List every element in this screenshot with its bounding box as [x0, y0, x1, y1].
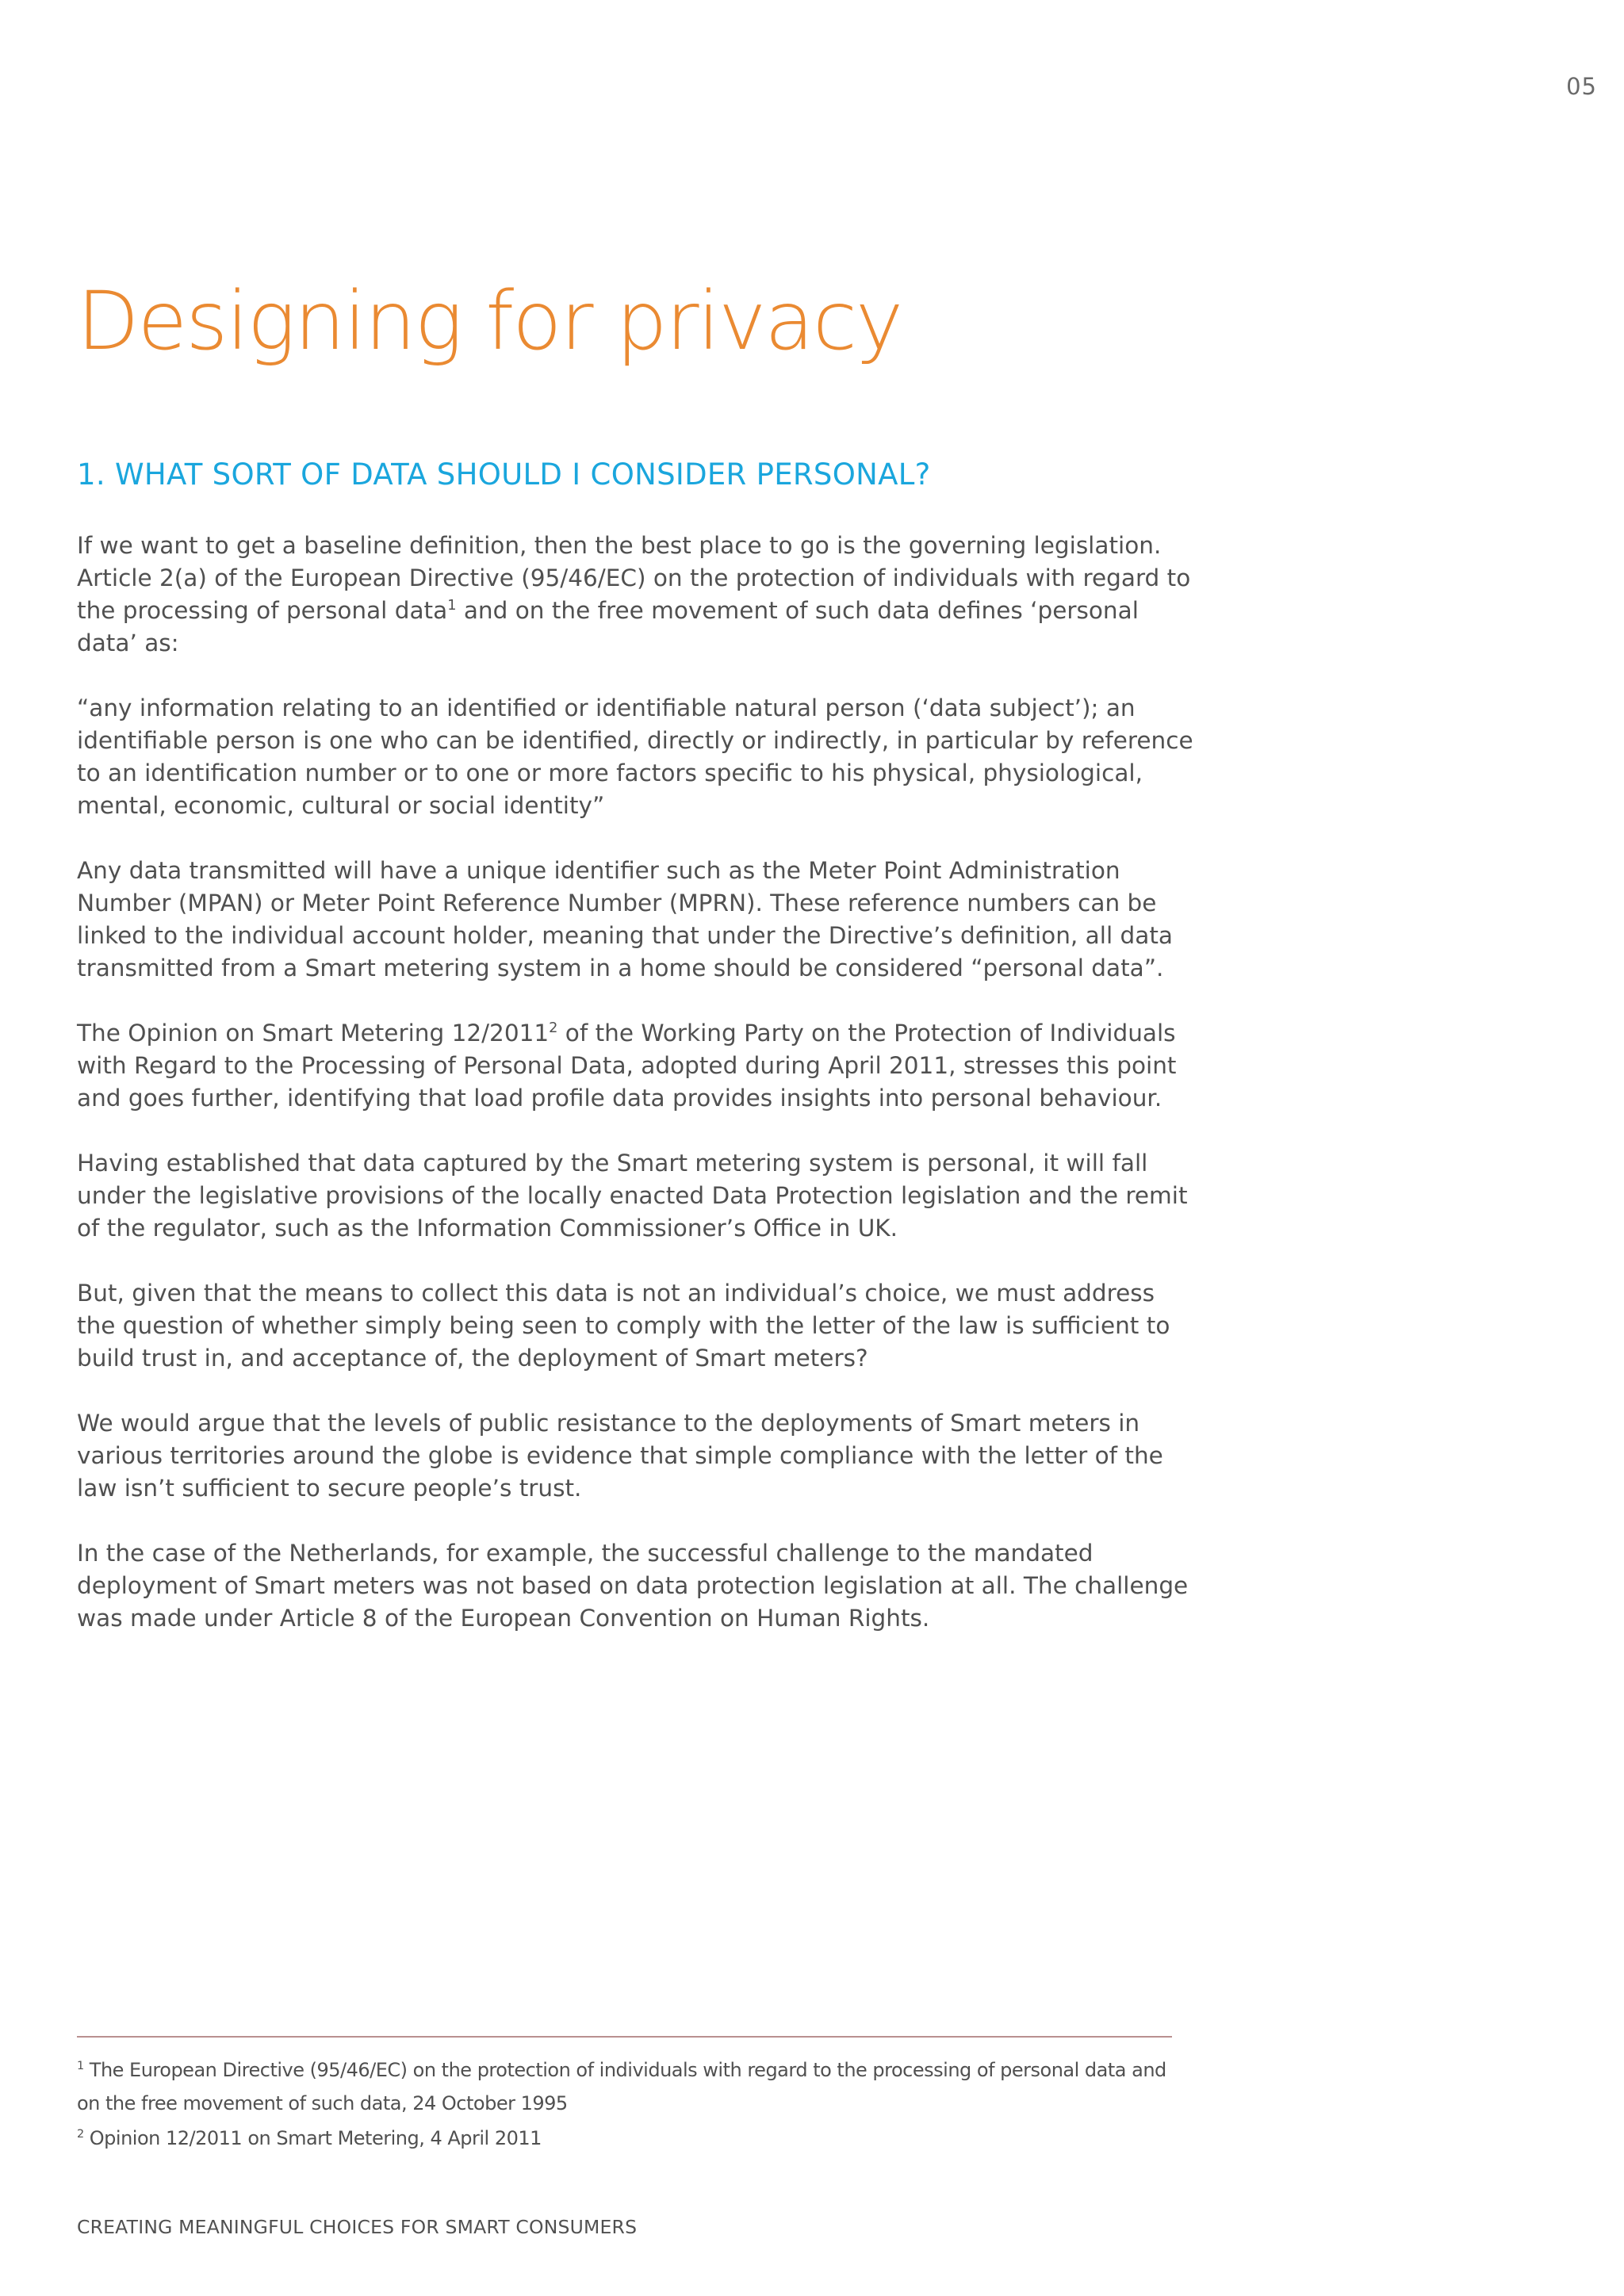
body-text	[77, 530, 1195, 1667]
paragraph: The Opinion on Smart Metering 12/2011$^2$ of the Working Party on the Protection of Individuals with Regard to the Processing of Personal Data, adopted during April 2011, stresses this point and goes further, identifying that load profile data provides insights into personal behaviour.	[77, 1020, 1177, 1112]
footnotes	[77, 2053, 1187, 2156]
paragraph: We would argue that the levels of public resistance to the deployments of Smart meters in various territories around the globe is evidence that simple compliance with the letter of the law isn’t sufficient to secure people’s trust.	[77, 1410, 1163, 1502]
footnote-ref: 1	[447, 598, 457, 614]
footnote: $^2$ Opinion 12/2011 on Smart Metering, 4 April 2011	[77, 2127, 542, 2149]
footnote-marker: 2	[77, 2128, 84, 2141]
footnote-divider	[77, 2036, 1172, 2038]
footnote: $^1$ The European Directive (95/46/EC) on the protection of individuals with regard to the processing of personal data and on the free movement of such data, 24 October 1995	[77, 2059, 1166, 2114]
running-footer: CREATING MEANINGFUL CHOICES FOR SMART CONSUMERS	[77, 2216, 638, 2238]
paragraph: “any information relating to an identified or identifiable natural person (‘data subject’); an identifiable person is one who can be identified, directly or indirectly, in particular by reference to an identification number or to one or more factors specific to his physical, physiological, mental, economic, cultural or social identity”	[77, 695, 1193, 819]
footnote-ref: 2	[549, 1020, 558, 1037]
paragraph: Having established that data captured by the Smart metering system is personal, it will fall under the legislative provisions of the locally enacted Data Protection legislation and the remit of the regulator, such as the Information Commissioner’s Office in UK.	[77, 1150, 1188, 1242]
paragraph: In the case of the Netherlands, for example, the successful challenge to the mandated deployment of Smart meters was not based on data protection legislation at all. The challenge was made under Article 8 of the European Convention on Human Rights.	[77, 1540, 1189, 1632]
paragraph: But, given that the means to collect this data is not an individual’s choice, we must address the question of whether simply being seen to comply with the letter of the law is sufficient to build trust in, and acceptance of, the deployment of Smart meters?	[77, 1280, 1170, 1372]
footnote-marker: 1	[77, 2060, 84, 2072]
paragraph: If we want to get a baseline definition, then the best place to go is the governing legislation. Article 2(a) of the European Directive (95/46/EC) on the protection of individuals with regard to the processing of personal data$^1$ and on the free movement of such data defines ‘personal data’ as:	[77, 532, 1191, 656]
paragraph: Any data transmitted will have a unique identifier such as the Meter Point Administration Number (MPAN) or Meter Point Reference Number (MPRN). These reference numbers can be linked to the individual account holder, meaning that under the Directive’s definition, all data transmitted from a Smart metering system in a home should be considered “personal data”.	[77, 857, 1173, 982]
page-number: 05	[1566, 73, 1597, 100]
section-heading: 1. WHAT SORT OF DATA SHOULD I CONSIDER PERSONAL?	[77, 457, 931, 492]
page-title: Designing for privacy	[77, 274, 902, 369]
